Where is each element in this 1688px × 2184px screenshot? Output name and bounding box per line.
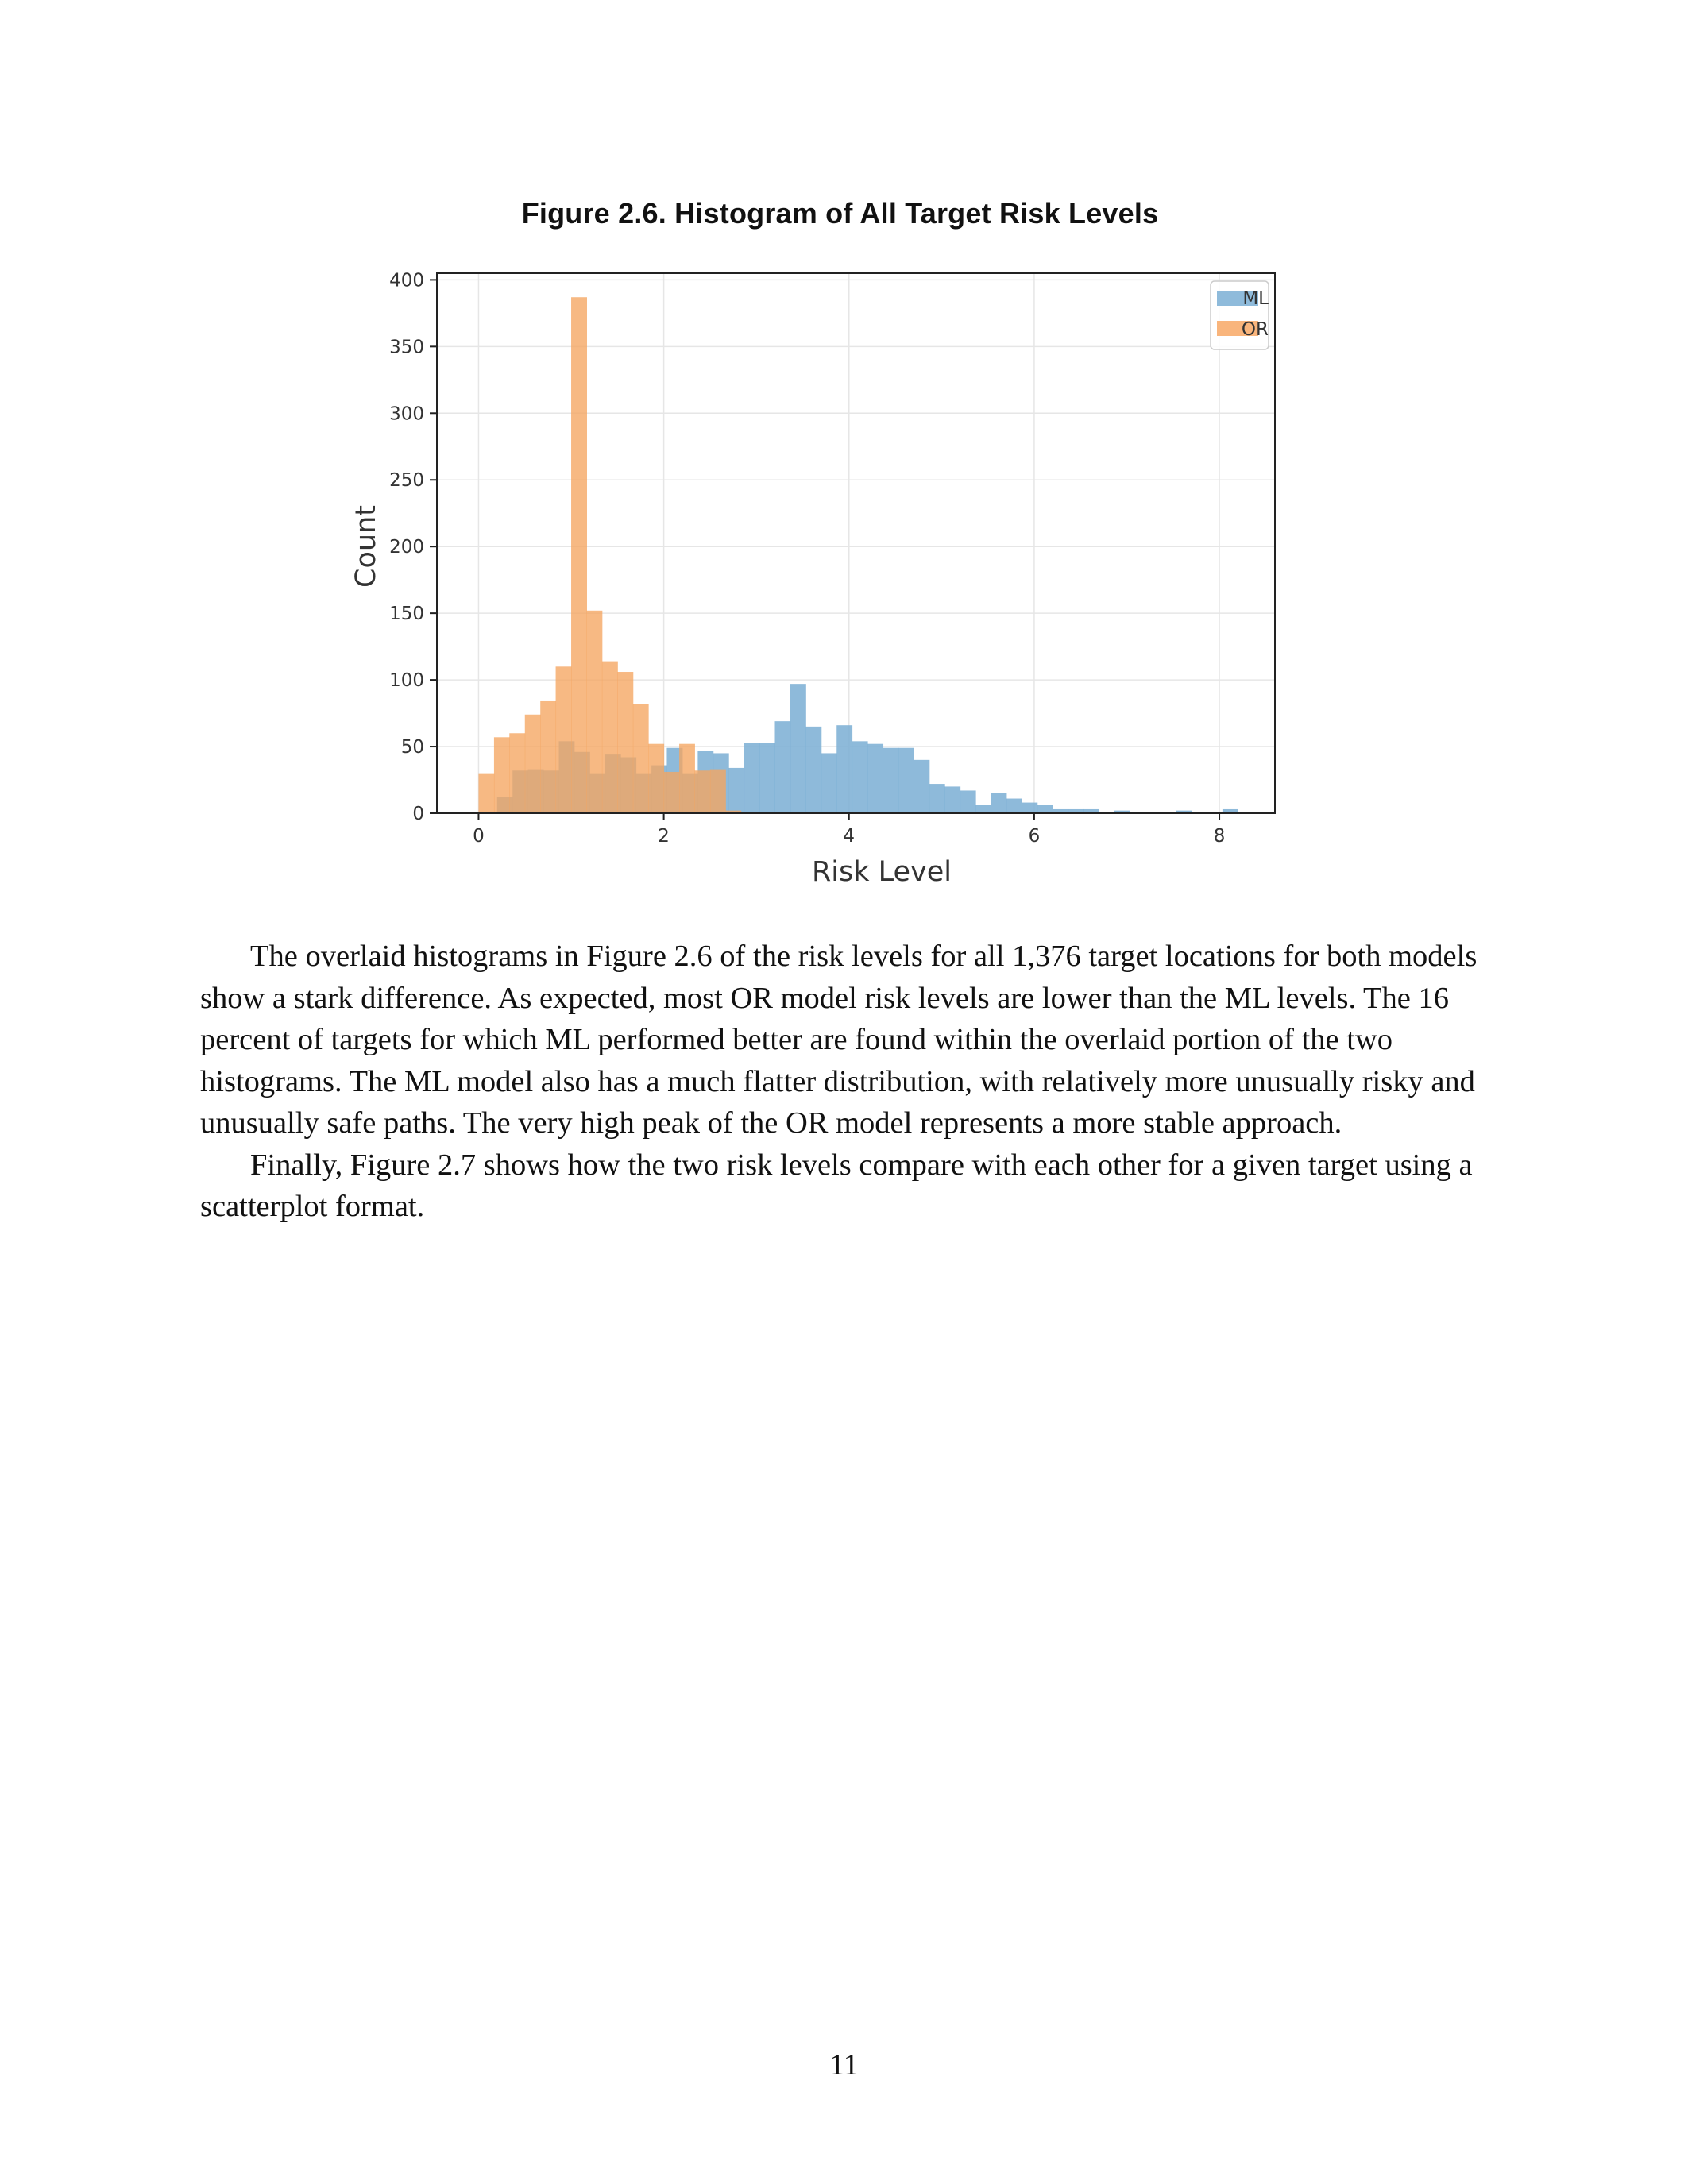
ml-bar <box>728 768 744 813</box>
or-bar <box>525 715 541 813</box>
ml-bar <box>1037 805 1053 813</box>
or-bar <box>664 772 680 813</box>
x-axis-ticks <box>473 813 1225 847</box>
or-bar <box>571 297 587 813</box>
legend <box>1211 281 1269 349</box>
ml-bar <box>929 784 945 813</box>
figure-title <box>0 197 1688 230</box>
x-tick-label: 0 <box>473 826 485 847</box>
or-bar <box>602 662 618 813</box>
ml-bar <box>790 684 806 813</box>
ml-bar <box>821 753 837 813</box>
ml-bar <box>991 793 1006 813</box>
y-tick-label: 100 <box>389 670 424 692</box>
y-axis-label: Count <box>350 505 382 588</box>
figure-title-text: Figure 2.6. Histogram of All Target Risk Levels <box>521 197 1159 230</box>
x-axis-label: Risk Level <box>811 856 952 888</box>
ml-bar <box>975 805 991 813</box>
y-tick-label: 350 <box>389 337 424 358</box>
or-bar <box>648 744 664 813</box>
ml-bar <box>960 790 976 813</box>
legend-label-or: OR <box>1241 319 1269 340</box>
y-axis-ticks <box>389 270 437 824</box>
x-tick-label: 6 <box>1028 826 1041 847</box>
ml-bar <box>1006 799 1022 813</box>
y-tick-label: 0 <box>412 804 424 824</box>
or-bar <box>494 737 510 813</box>
x-tick-label: 2 <box>658 826 670 847</box>
ml-bar <box>744 743 760 813</box>
ml-bar <box>898 748 914 813</box>
ml-bar <box>867 744 883 813</box>
body-text <box>200 936 1503 1228</box>
ml-bar <box>944 786 960 813</box>
or-bar <box>710 770 726 813</box>
ml-bar <box>759 743 775 813</box>
ml-bar <box>914 760 929 813</box>
y-tick-label: 400 <box>389 270 424 291</box>
ml-bar <box>805 727 821 813</box>
histogram-svg <box>334 254 1350 913</box>
y-tick-label: 150 <box>389 604 424 625</box>
ml-bar <box>774 721 790 813</box>
ml-bar <box>852 741 868 813</box>
y-tick-label: 200 <box>389 537 424 558</box>
ml-bar <box>836 725 852 813</box>
y-tick-label: 50 <box>400 737 424 758</box>
ml-bar <box>883 748 899 813</box>
or-bar <box>540 701 556 813</box>
ml-bar <box>1022 803 1037 813</box>
paragraph-1: The overlaid histograms in Figure 2.6 of the risk levels for all 1,376 target locations for both models show a stark difference. As expected, most OR model risk levels are lower than the ML levels. The 16 percent of targets for which ML performed better are found within the overlaid portion of the two histograms. The ML model also has a much flatter distribution, with relatively more unusually risky and unusually safe paths. The very high peak of the OR model represents a more stable approach. <box>200 940 1477 1140</box>
legend-label-ml: ML <box>1242 288 1269 309</box>
page-number: 11 <box>829 2048 859 2082</box>
y-tick-label: 250 <box>389 470 424 492</box>
or-bar <box>617 672 633 813</box>
paragraph-2: Finally, Figure 2.7 shows how the two risk levels compare with each other for a given target using a scatterplot format. <box>200 1148 1473 1223</box>
or-bar <box>633 704 649 813</box>
or-bar <box>679 744 695 813</box>
or-bar <box>694 770 710 813</box>
histogram-chart <box>334 254 1350 913</box>
or-bar <box>556 666 572 813</box>
or-bar <box>478 774 494 813</box>
or-bar <box>587 611 603 813</box>
y-tick-label: 300 <box>389 403 424 425</box>
x-tick-label: 4 <box>843 826 856 847</box>
x-tick-label: 8 <box>1213 826 1226 847</box>
or-bar <box>509 733 525 813</box>
